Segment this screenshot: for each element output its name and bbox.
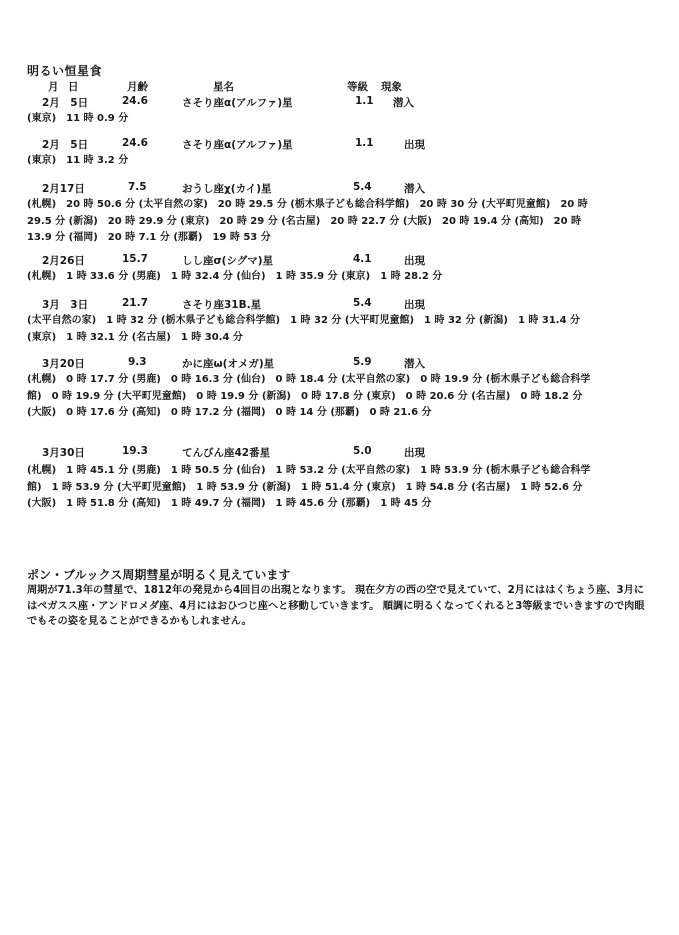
entry-date: 2月 5日 bbox=[42, 97, 89, 109]
entry-magnitude: 1.1 bbox=[355, 95, 374, 107]
entry-moon-age: 19.3 bbox=[122, 445, 148, 457]
entry-moon-age: 24.6 bbox=[122, 137, 148, 149]
entry-magnitude: 1.1 bbox=[355, 137, 374, 149]
entry-star: てんびん座42番星 bbox=[182, 447, 271, 459]
comet-description: 周期が71.3年の彗星で、1812年の発見から4回目の出現となります。 現在夕方の西の空で見えていて、2月にははくちょう座、3月にはペガスス座・アンドロメダ座、4月にはおひつじ座へと移動していきます。 順調に明るくなってくれると3等級までいきますので肉眼でもその姿を見ることができるかもしれません。 bbox=[27, 585, 645, 627]
entry-star: おうし座χ(カイ)星 bbox=[182, 183, 272, 195]
entry-date: 3月 3日 bbox=[42, 299, 89, 311]
col-header-month: 月 bbox=[48, 81, 59, 93]
entry-star: さそり座α(アルファ)星 bbox=[182, 139, 293, 151]
entry-phenomenon: 潜入 bbox=[404, 358, 425, 370]
entry-star: しし座σ(シグマ)星 bbox=[182, 255, 274, 267]
entry-star: さそり座α(アルファ)星 bbox=[182, 97, 293, 109]
entry-moon-age: 24.6 bbox=[122, 95, 148, 107]
entry-details: (札幌) 20 時 50.6 分 (太平自然の家) 20 時 29.5 分 (栃木県子ども総合科学館) 20 時 30 分 (大平町児童館) 20 時 29.5 分 (新潟) 20 時 29.9 分 (東京) 20 時 29 分 (名古屋) 20 時 22.7 分 (大阪) 20 時 19.4 分 (高知) 20 時 13.9 分 (福岡) 20 時 7.1 分 (那覇) 19 時 53 分 bbox=[27, 199, 588, 243]
entry-phenomenon: 潜入 bbox=[393, 97, 414, 109]
entry-phenomenon: 出現 bbox=[404, 447, 425, 459]
entry-moon-age: 15.7 bbox=[122, 253, 148, 265]
entry-magnitude: 4.1 bbox=[353, 253, 372, 265]
entry-star: さそり座31B.星 bbox=[182, 299, 262, 311]
entry-details: (東京) 11 時 0.9 分 bbox=[27, 113, 129, 124]
entry-date: 2月17日 bbox=[42, 183, 85, 195]
col-header-phenomenon: 現象 bbox=[381, 81, 402, 93]
entry-moon-age: 9.3 bbox=[128, 356, 147, 368]
entry-phenomenon: 出現 bbox=[404, 139, 425, 151]
entry-magnitude: 5.4 bbox=[353, 297, 372, 309]
entry-moon-age: 7.5 bbox=[128, 181, 147, 193]
col-header-star: 星名 bbox=[213, 81, 234, 93]
comet-section-title: ポン・ブルックス周期彗星が明るく見えています bbox=[27, 568, 291, 582]
entry-magnitude: 5.4 bbox=[353, 181, 372, 193]
entry-date: 3月30日 bbox=[42, 447, 85, 459]
entry-date: 2月26日 bbox=[42, 255, 85, 267]
entry-magnitude: 5.9 bbox=[353, 356, 372, 368]
entry-details: (太平自然の家) 1 時 32 分 (栃木県子ども総合科学館) 1 時 32 分 (大平町児童館) 1 時 32 分 (新潟) 1 時 31.4 分 (東京) 1 時 32.1 分 (名古屋) 1 時 30.4 分 bbox=[27, 315, 581, 343]
entry-moon-age: 21.7 bbox=[122, 297, 148, 309]
entry-date: 3月20日 bbox=[42, 358, 85, 370]
col-header-day: 日 bbox=[68, 81, 79, 93]
entry-phenomenon: 出現 bbox=[404, 299, 425, 311]
entry-phenomenon: 出現 bbox=[404, 255, 425, 267]
entry-details: (札幌) 1 時 33.6 分 (男鹿) 1 時 32.4 分 (仙台) 1 時 35.9 分 (東京) 1 時 28.2 分 bbox=[27, 271, 443, 282]
section-title: 明るい恒星食 bbox=[27, 64, 103, 78]
entry-date: 2月 5日 bbox=[42, 139, 89, 151]
col-header-moon-age: 月齢 bbox=[127, 81, 148, 93]
entry-details: (札幌) 1 時 45.1 分 (男鹿) 1 時 50.5 分 (仙台) 1 時 53.2 分 (太平自然の家) 1 時 53.9 分 (栃木県子ども総合科学館) 1 時 53.9 分 (大平町児童館) 1 時 53.9 分 (新潟) 1 時 51.4 分 (東京) 1 時 54.8 分 (名古屋) 1 時 52.6 分 (大阪) 1 時 51.8 分 (高知) 1 時 49.7 分 (福岡) 1 時 45.6 分 (那覇) 1 時 45 分 bbox=[27, 465, 591, 509]
entry-star: かに座ω(オメガ)星 bbox=[182, 358, 275, 370]
entry-details: (東京) 11 時 3.2 分 bbox=[27, 155, 129, 166]
col-header-magnitude: 等級 bbox=[347, 81, 368, 93]
entry-magnitude: 5.0 bbox=[353, 445, 372, 457]
entry-phenomenon: 潜入 bbox=[404, 183, 425, 195]
entry-details: (札幌) 0 時 17.7 分 (男鹿) 0 時 16.3 分 (仙台) 0 時 18.4 分 (太平自然の家) 0 時 19.9 分 (栃木県子ども総合科学館) 0 時 19.9 分 (大平町児童館) 0 時 19.9 分 (新潟) 0 時 17.8 分 (東京) 0 時 20.6 分 (名古屋) 0 時 18.2 分 (大阪) 0 時 17.6 分 (高知) 0 時 17.2 分 (福岡) 0 時 14 分 (那覇) 0 時 21.6 分 bbox=[27, 374, 591, 418]
